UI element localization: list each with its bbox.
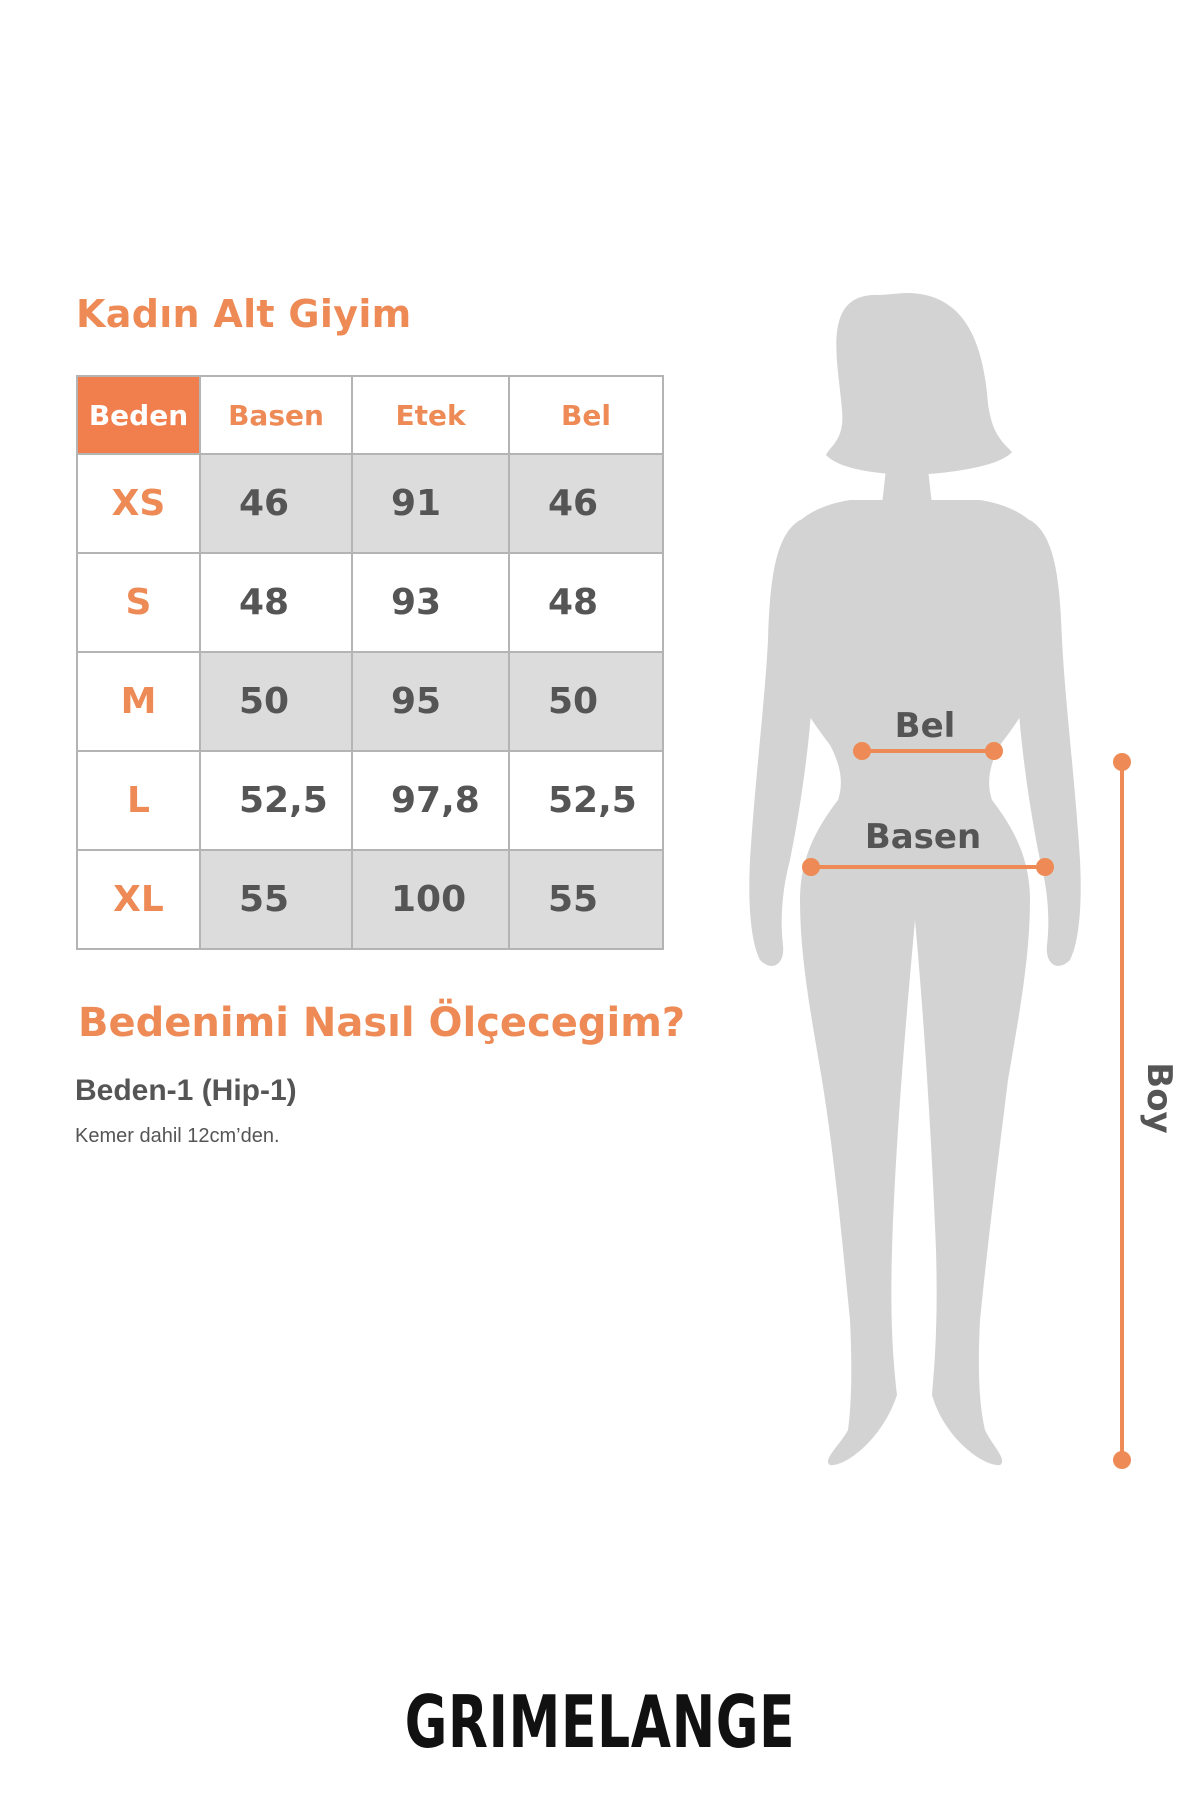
silhouette-icon — [749, 293, 1080, 1465]
size-label: S — [77, 553, 200, 652]
basen-marker-right — [1036, 858, 1054, 876]
size-label: L — [77, 751, 200, 850]
basen-value: 50 — [200, 652, 352, 751]
boy-marker-top — [1113, 753, 1131, 771]
size-label: XL — [77, 850, 200, 949]
brand-logo: GRIMELANGE — [404, 1680, 796, 1764]
etek-value: 100 — [352, 850, 509, 949]
etek-value: 97,8 — [352, 751, 509, 850]
basen-value: 52,5 — [200, 751, 352, 850]
header-beden: Beden — [77, 376, 200, 454]
bel-value: 52,5 — [509, 751, 663, 850]
header-bel: Bel — [509, 376, 663, 454]
etek-value: 91 — [352, 454, 509, 553]
page-title: Kadın Alt Giyim — [76, 292, 412, 336]
bel-marker-left — [853, 742, 871, 760]
header-basen: Basen — [200, 376, 352, 454]
belt-note: Kemer dahil 12cm’den. — [75, 1125, 280, 1147]
etek-value: 93 — [352, 553, 509, 652]
etek-value: 95 — [352, 652, 509, 751]
header-etek: Etek — [352, 376, 509, 454]
size-label: M — [77, 652, 200, 751]
basen-value: 55 — [200, 850, 352, 949]
bel-value: 46 — [509, 454, 663, 553]
bel-label: Bel — [894, 706, 956, 746]
boy-label: Boy — [1139, 1062, 1179, 1134]
bel-marker-right — [985, 742, 1003, 760]
basen-value: 46 — [200, 454, 352, 553]
basen-marker-left — [802, 858, 820, 876]
basen-value: 48 — [200, 553, 352, 652]
bel-value: 55 — [509, 850, 663, 949]
basen-label: Basen — [864, 817, 982, 857]
how-to-measure-title: Bedenimi Nasıl Ölçecegim? — [78, 1000, 686, 1046]
boy-marker-bottom — [1113, 1451, 1131, 1469]
model-size-label: Beden-1 (Hip-1) — [75, 1074, 297, 1107]
size-label: XS — [77, 454, 200, 553]
bel-value: 48 — [509, 553, 663, 652]
bel-value: 50 — [509, 652, 663, 751]
